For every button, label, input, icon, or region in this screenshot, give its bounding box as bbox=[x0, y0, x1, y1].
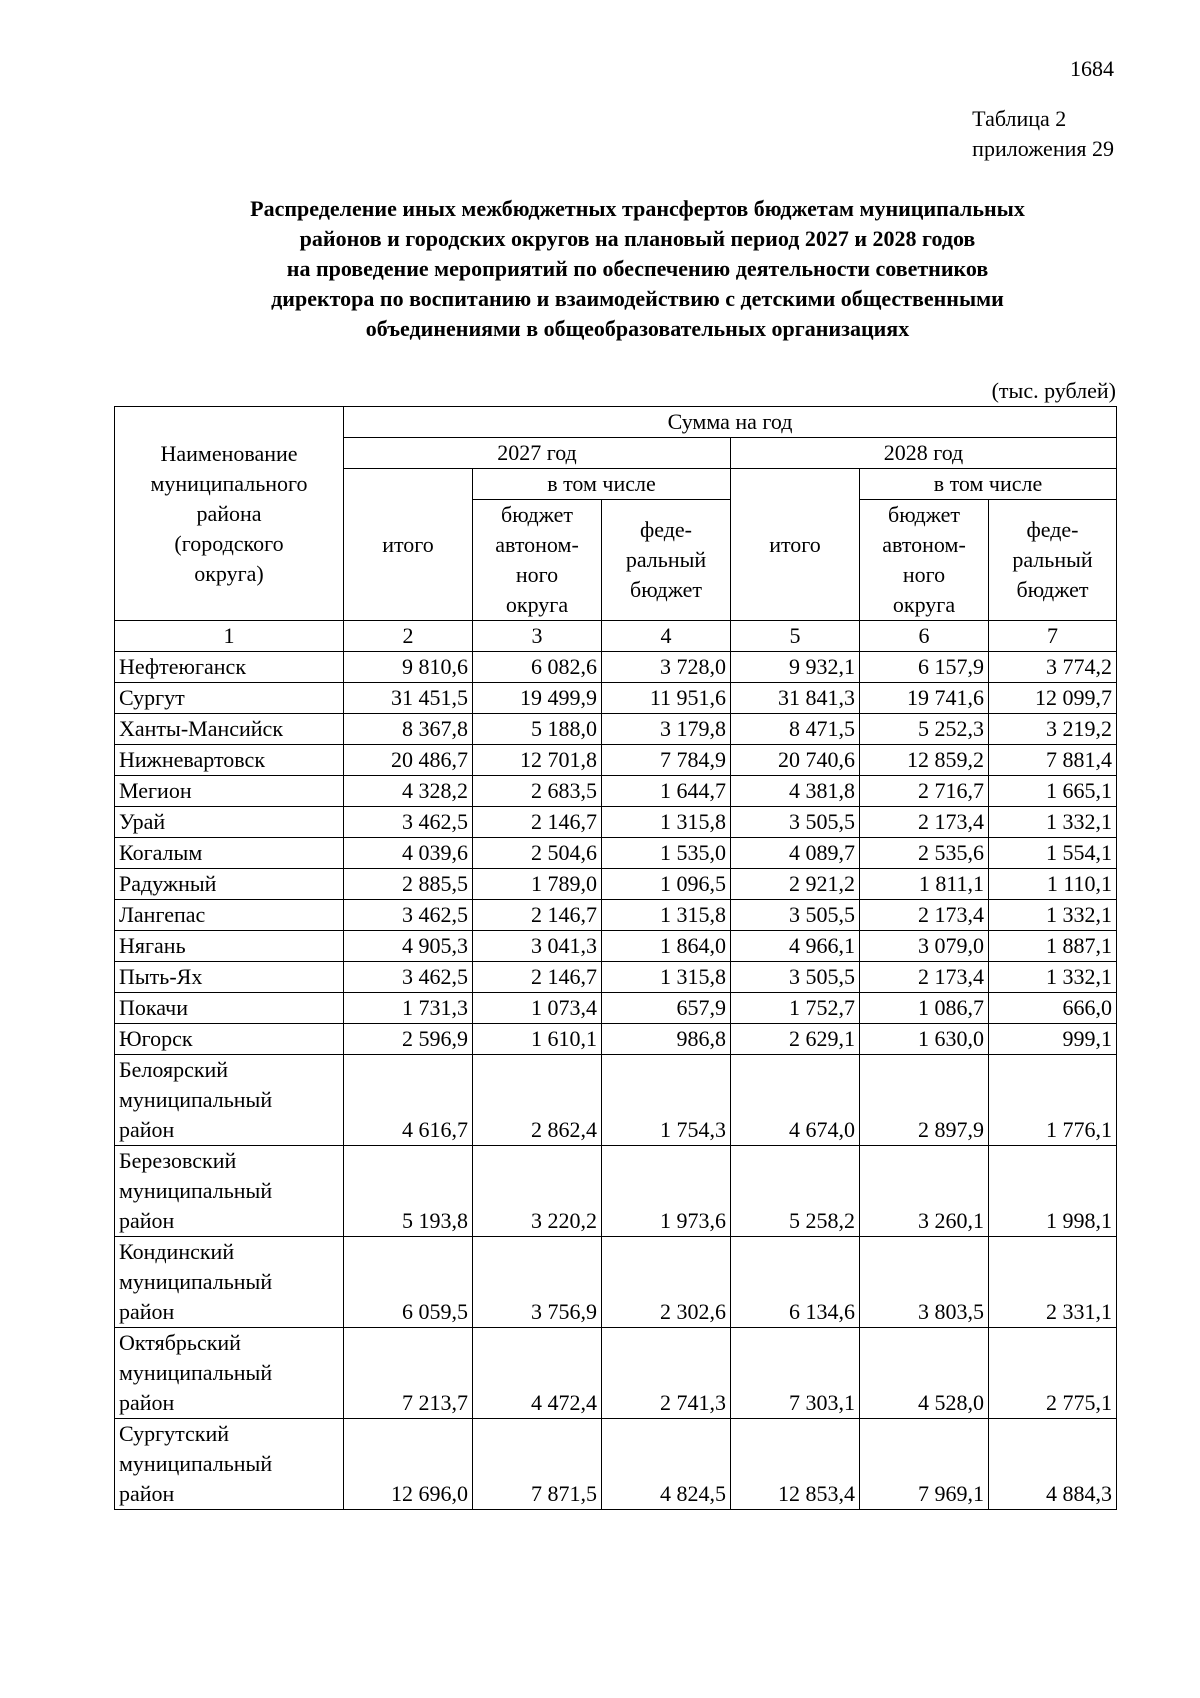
value-cell: 1 332,1 bbox=[989, 807, 1117, 838]
title-line: районов и городских округов на плановый период 2027 и 2028 годов bbox=[299, 226, 976, 251]
value-cell: 1 332,1 bbox=[989, 962, 1117, 993]
table-reference bbox=[972, 104, 1114, 164]
value-cell: 1 554,1 bbox=[989, 838, 1117, 869]
value-cell: 4 674,0 bbox=[731, 1055, 860, 1146]
document-title bbox=[150, 194, 1125, 344]
title-line: на проведение мероприятий по обеспечению деятельности советников bbox=[286, 256, 989, 281]
value-cell: 1 776,1 bbox=[989, 1055, 1117, 1146]
value-cell: 1 086,7 bbox=[860, 993, 989, 1024]
municipality-name-line: Белоярский bbox=[119, 1057, 229, 1082]
value-cell: 2 173,4 bbox=[860, 962, 989, 993]
municipality-name bbox=[115, 1146, 344, 1237]
value-cell: 2 331,1 bbox=[989, 1237, 1117, 1328]
value-cell: 2 921,2 bbox=[731, 869, 860, 900]
municipality-name-line: Нижневартовск bbox=[119, 747, 266, 772]
value-cell: 5 252,3 bbox=[860, 714, 989, 745]
value-cell: 4 884,3 bbox=[989, 1419, 1117, 1510]
value-cell: 12 859,2 bbox=[860, 745, 989, 776]
municipality-name-line: муниципальный bbox=[119, 1178, 273, 1203]
municipality-name-line: Лангепас bbox=[119, 902, 206, 927]
municipality-name-line: Нягань bbox=[119, 933, 186, 958]
municipality-name-line: Нефтеюганск bbox=[119, 654, 247, 679]
value-cell: 3 220,2 bbox=[473, 1146, 602, 1237]
municipality-name-line: Когалым bbox=[119, 840, 203, 865]
table-row bbox=[115, 807, 1117, 838]
table-row bbox=[115, 776, 1117, 807]
municipality-name bbox=[115, 900, 344, 931]
value-cell: 12 853,4 bbox=[731, 1419, 860, 1510]
municipality-name bbox=[115, 1328, 344, 1419]
value-cell: 1 630,0 bbox=[860, 1024, 989, 1055]
municipality-name-line: муниципальный bbox=[119, 1360, 273, 1385]
header-year-2027: 2027 год bbox=[344, 438, 731, 469]
municipality-name-line: Кондинский bbox=[119, 1239, 235, 1264]
municipality-name-line: Покачи bbox=[119, 995, 188, 1020]
value-cell: 12 701,8 bbox=[473, 745, 602, 776]
value-cell: 3 505,5 bbox=[731, 962, 860, 993]
value-cell: 12 099,7 bbox=[989, 683, 1117, 714]
value-cell: 2 504,6 bbox=[473, 838, 602, 869]
value-cell: 2 173,4 bbox=[860, 900, 989, 931]
municipality-name-line: район bbox=[119, 1117, 175, 1142]
municipality-name bbox=[115, 1419, 344, 1510]
value-cell: 12 696,0 bbox=[344, 1419, 473, 1510]
value-cell: 1 332,1 bbox=[989, 900, 1117, 931]
value-cell: 6 082,6 bbox=[473, 652, 602, 683]
value-cell: 2 716,7 bbox=[860, 776, 989, 807]
value-cell: 3 079,0 bbox=[860, 931, 989, 962]
municipality-name-line: район bbox=[119, 1481, 175, 1506]
value-cell: 2 629,1 bbox=[731, 1024, 860, 1055]
value-cell: 2 885,5 bbox=[344, 869, 473, 900]
value-cell: 8 471,5 bbox=[731, 714, 860, 745]
municipality-name bbox=[115, 776, 344, 807]
table-row bbox=[115, 900, 1117, 931]
value-cell: 1 731,3 bbox=[344, 993, 473, 1024]
value-cell: 2 897,9 bbox=[860, 1055, 989, 1146]
municipality-name bbox=[115, 683, 344, 714]
value-cell: 1 315,8 bbox=[602, 807, 731, 838]
table-row bbox=[115, 838, 1117, 869]
value-cell: 6 059,5 bbox=[344, 1237, 473, 1328]
value-cell: 1 110,1 bbox=[989, 869, 1117, 900]
value-cell: 20 740,6 bbox=[731, 745, 860, 776]
value-cell: 4 472,4 bbox=[473, 1328, 602, 1419]
value-cell: 4 905,3 bbox=[344, 931, 473, 962]
column-number: 6 bbox=[860, 621, 989, 652]
value-cell: 3 179,8 bbox=[602, 714, 731, 745]
table-row bbox=[115, 714, 1117, 745]
value-cell: 4 528,0 bbox=[860, 1328, 989, 1419]
value-cell: 6 157,9 bbox=[860, 652, 989, 683]
value-cell: 1 887,1 bbox=[989, 931, 1117, 962]
value-cell: 4 824,5 bbox=[602, 1419, 731, 1510]
table-row bbox=[115, 1024, 1117, 1055]
value-cell: 11 951,6 bbox=[602, 683, 731, 714]
header-including-2028: в том числе bbox=[860, 469, 1117, 500]
value-cell: 1 665,1 bbox=[989, 776, 1117, 807]
municipality-name bbox=[115, 652, 344, 683]
value-cell: 1 998,1 bbox=[989, 1146, 1117, 1237]
municipality-name bbox=[115, 838, 344, 869]
header-municipality: Наименование муниципального района (городского округа) bbox=[115, 407, 344, 621]
table-row bbox=[115, 993, 1117, 1024]
value-cell: 31 451,5 bbox=[344, 683, 473, 714]
municipality-name bbox=[115, 1237, 344, 1328]
municipality-name bbox=[115, 1024, 344, 1055]
value-cell: 7 871,5 bbox=[473, 1419, 602, 1510]
table-row bbox=[115, 1146, 1117, 1237]
value-cell: 1 973,6 bbox=[602, 1146, 731, 1237]
column-number: 5 bbox=[731, 621, 860, 652]
municipality-name-line: Сургутский bbox=[119, 1421, 230, 1446]
value-cell: 19 499,9 bbox=[473, 683, 602, 714]
table-row bbox=[115, 869, 1117, 900]
value-cell: 1 096,5 bbox=[602, 869, 731, 900]
value-cell: 1 610,1 bbox=[473, 1024, 602, 1055]
table-reference-line: Таблица 2 bbox=[972, 106, 1067, 131]
municipality-name bbox=[115, 745, 344, 776]
municipality-name-line: Югорск bbox=[119, 1026, 193, 1051]
municipality-name-line: район bbox=[119, 1208, 175, 1233]
value-cell: 2 596,9 bbox=[344, 1024, 473, 1055]
municipality-name bbox=[115, 807, 344, 838]
column-number: 1 bbox=[115, 621, 344, 652]
municipality-name bbox=[115, 993, 344, 1024]
municipality-name-line: Ханты-Мансийск bbox=[119, 716, 284, 741]
value-cell: 4 328,2 bbox=[344, 776, 473, 807]
value-cell: 2 302,6 bbox=[602, 1237, 731, 1328]
value-cell: 657,9 bbox=[602, 993, 731, 1024]
municipality-name-line: муниципальный bbox=[119, 1087, 273, 1112]
value-cell: 3 774,2 bbox=[989, 652, 1117, 683]
value-cell: 31 841,3 bbox=[731, 683, 860, 714]
value-cell: 20 486,7 bbox=[344, 745, 473, 776]
value-cell: 8 367,8 bbox=[344, 714, 473, 745]
value-cell: 3 756,9 bbox=[473, 1237, 602, 1328]
municipality-name-line: Мегион bbox=[119, 778, 192, 803]
municipality-name-line: район bbox=[119, 1299, 175, 1324]
value-cell: 2 862,4 bbox=[473, 1055, 602, 1146]
column-numbers-row bbox=[115, 621, 1117, 652]
column-number: 3 bbox=[473, 621, 602, 652]
table-row bbox=[115, 1419, 1117, 1510]
value-cell: 7 213,7 bbox=[344, 1328, 473, 1419]
value-cell: 7 303,1 bbox=[731, 1328, 860, 1419]
value-cell: 2 173,4 bbox=[860, 807, 989, 838]
value-cell: 2 146,7 bbox=[473, 807, 602, 838]
value-cell: 3 505,5 bbox=[731, 807, 860, 838]
municipality-name bbox=[115, 1055, 344, 1146]
column-number: 4 bbox=[602, 621, 731, 652]
municipality-name bbox=[115, 869, 344, 900]
value-cell: 1 752,7 bbox=[731, 993, 860, 1024]
value-cell: 4 966,1 bbox=[731, 931, 860, 962]
value-cell: 5 193,8 bbox=[344, 1146, 473, 1237]
column-number: 7 bbox=[989, 621, 1117, 652]
table-reference-line: приложения 29 bbox=[972, 136, 1114, 161]
value-cell: 9 810,6 bbox=[344, 652, 473, 683]
title-line: Распределение иных межбюджетных трансфертов бюджетам муниципальных bbox=[250, 196, 1025, 221]
header-fed-budget-2027: феде- ральный бюджет bbox=[602, 500, 731, 621]
header-total-2027: итого bbox=[344, 469, 473, 621]
value-cell: 3 041,3 bbox=[473, 931, 602, 962]
header-ao-budget-2027: бюджет автоном- ного округа bbox=[473, 500, 602, 621]
municipality-name-line: муниципальный bbox=[119, 1451, 273, 1476]
value-cell: 1 315,8 bbox=[602, 962, 731, 993]
table-body bbox=[115, 621, 1117, 1510]
municipality-name bbox=[115, 714, 344, 745]
value-cell: 3 462,5 bbox=[344, 900, 473, 931]
units-label: (тыс. рублей) bbox=[991, 378, 1116, 403]
municipality-name-line: Октябрьский bbox=[119, 1330, 241, 1355]
value-cell: 4 039,6 bbox=[344, 838, 473, 869]
value-cell: 4 381,8 bbox=[731, 776, 860, 807]
value-cell: 1 864,0 bbox=[602, 931, 731, 962]
header-year-2028: 2028 год bbox=[731, 438, 1117, 469]
table-row bbox=[115, 1055, 1117, 1146]
value-cell: 1 789,0 bbox=[473, 869, 602, 900]
municipality-name-line: Сургут bbox=[119, 685, 185, 710]
municipality-name-line: район bbox=[119, 1390, 175, 1415]
value-cell: 6 134,6 bbox=[731, 1237, 860, 1328]
header-total-2028: итого bbox=[731, 469, 860, 621]
table-row bbox=[115, 931, 1117, 962]
value-cell: 2 775,1 bbox=[989, 1328, 1117, 1419]
value-cell: 2 741,3 bbox=[602, 1328, 731, 1419]
header-sum-per-year: Сумма на год bbox=[344, 407, 1117, 438]
value-cell: 1 535,0 bbox=[602, 838, 731, 869]
value-cell: 7 881,4 bbox=[989, 745, 1117, 776]
value-cell: 986,8 bbox=[602, 1024, 731, 1055]
value-cell: 7 784,9 bbox=[602, 745, 731, 776]
transfers-table bbox=[114, 406, 1117, 1510]
municipality-name-line: Березовский bbox=[119, 1148, 237, 1173]
header-fed-budget-2028: феде- ральный бюджет bbox=[989, 500, 1117, 621]
municipality-name bbox=[115, 931, 344, 962]
value-cell: 2 146,7 bbox=[473, 900, 602, 931]
municipality-name-line: Пыть-Ях bbox=[119, 964, 203, 989]
page-number: 1684 bbox=[1070, 56, 1114, 81]
value-cell: 2 535,6 bbox=[860, 838, 989, 869]
header-including-2027: в том числе bbox=[473, 469, 731, 500]
value-cell: 666,0 bbox=[989, 993, 1117, 1024]
value-cell: 1 315,8 bbox=[602, 900, 731, 931]
municipality-name-line: муниципальный bbox=[119, 1269, 273, 1294]
header-ao-budget-2028: бюджет автоном- ного округа bbox=[860, 500, 989, 621]
value-cell: 2 146,7 bbox=[473, 962, 602, 993]
value-cell: 3 462,5 bbox=[344, 807, 473, 838]
column-number: 2 bbox=[344, 621, 473, 652]
table-row bbox=[115, 962, 1117, 993]
value-cell: 9 932,1 bbox=[731, 652, 860, 683]
value-cell: 999,1 bbox=[989, 1024, 1117, 1055]
value-cell: 1 811,1 bbox=[860, 869, 989, 900]
table-row bbox=[115, 1237, 1117, 1328]
value-cell: 3 219,2 bbox=[989, 714, 1117, 745]
value-cell: 1 754,3 bbox=[602, 1055, 731, 1146]
value-cell: 7 969,1 bbox=[860, 1419, 989, 1510]
value-cell: 5 258,2 bbox=[731, 1146, 860, 1237]
table-row bbox=[115, 683, 1117, 714]
value-cell: 2 683,5 bbox=[473, 776, 602, 807]
title-line: объединениями в общеобразовательных организациях bbox=[365, 316, 910, 341]
value-cell: 3 505,5 bbox=[731, 900, 860, 931]
title-line: директора по воспитанию и взаимодействию с детскими общественными bbox=[271, 286, 1004, 311]
value-cell: 4 616,7 bbox=[344, 1055, 473, 1146]
value-cell: 4 089,7 bbox=[731, 838, 860, 869]
value-cell: 3 803,5 bbox=[860, 1237, 989, 1328]
value-cell: 5 188,0 bbox=[473, 714, 602, 745]
value-cell: 1 644,7 bbox=[602, 776, 731, 807]
table-row bbox=[115, 745, 1117, 776]
municipality-name bbox=[115, 962, 344, 993]
value-cell: 19 741,6 bbox=[860, 683, 989, 714]
value-cell: 3 728,0 bbox=[602, 652, 731, 683]
municipality-name-line: Урай bbox=[119, 809, 166, 834]
value-cell: 1 073,4 bbox=[473, 993, 602, 1024]
value-cell: 3 462,5 bbox=[344, 962, 473, 993]
table-row bbox=[115, 1328, 1117, 1419]
municipality-name-line: Радужный bbox=[119, 871, 217, 896]
value-cell: 3 260,1 bbox=[860, 1146, 989, 1237]
table-row bbox=[115, 652, 1117, 683]
